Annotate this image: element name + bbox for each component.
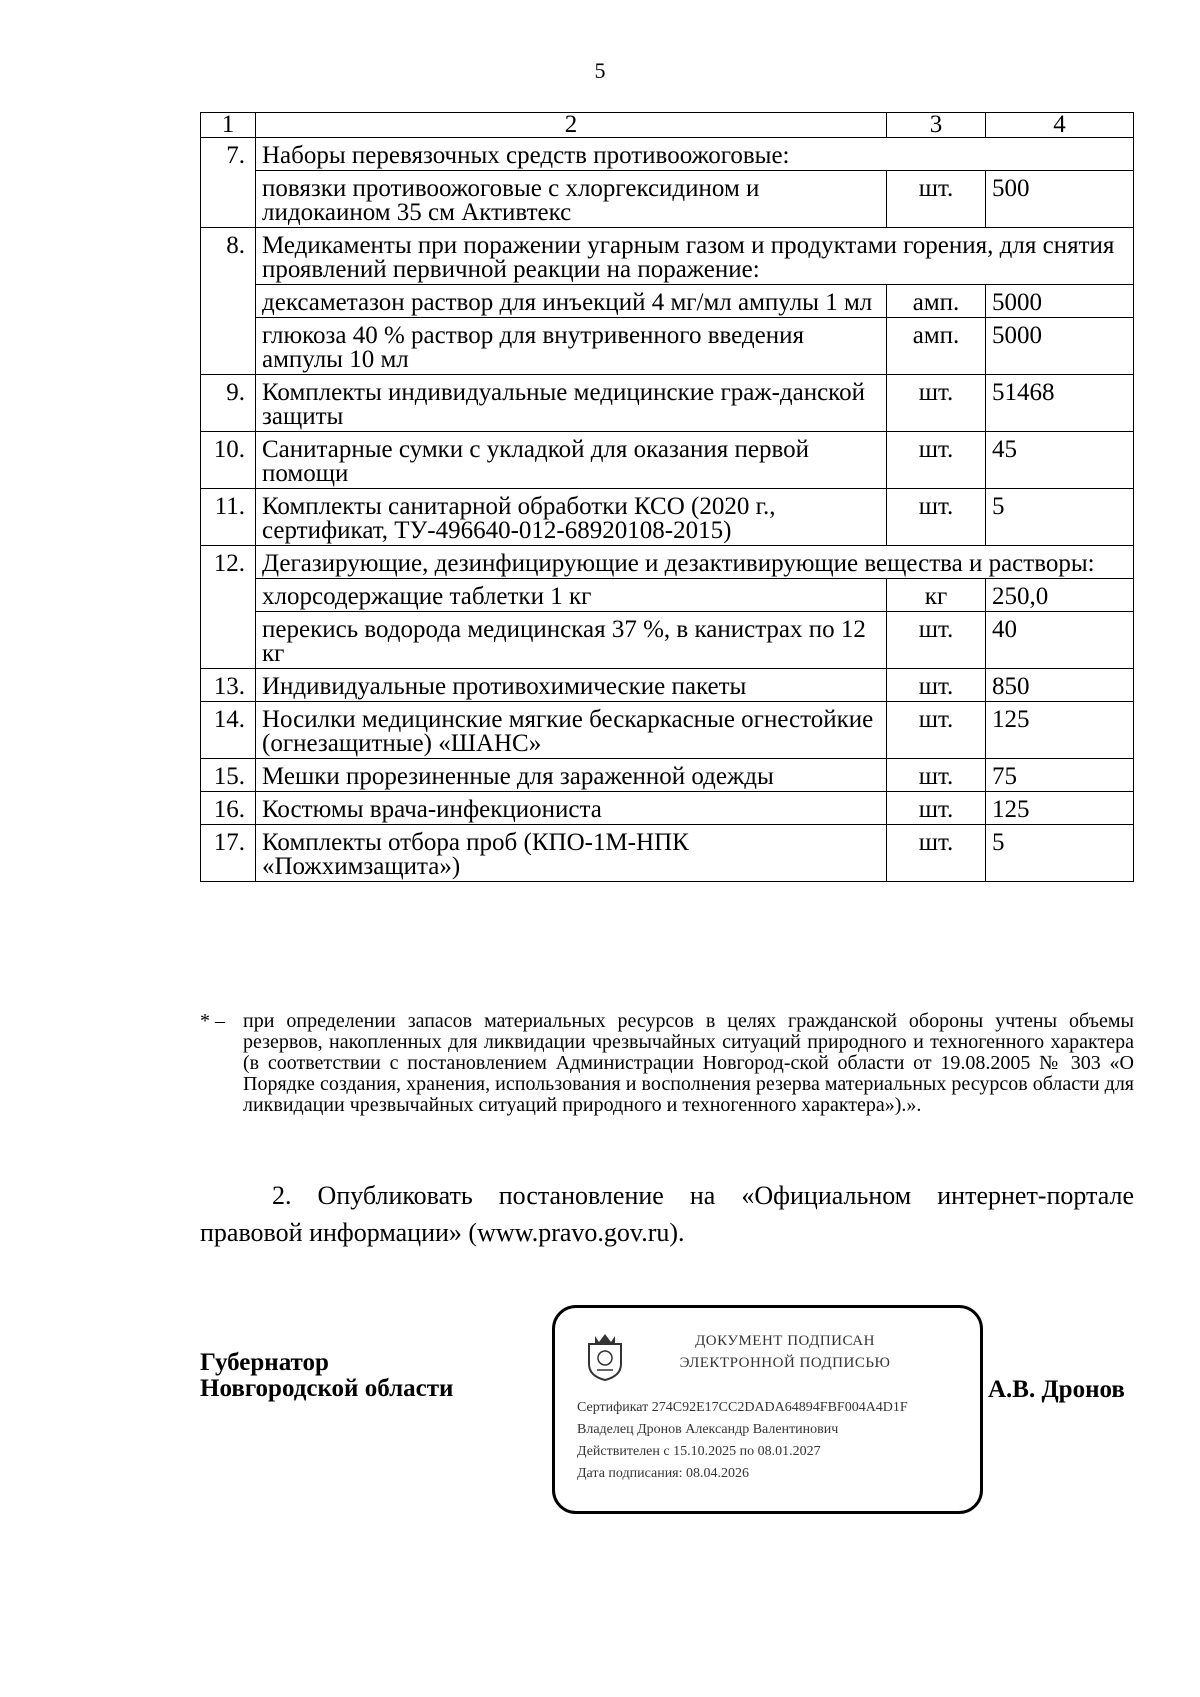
- item-unit: шт.: [887, 792, 986, 825]
- item-quantity: 850: [986, 669, 1134, 702]
- table-row: [201, 612, 1134, 669]
- item-unit: шт.: [887, 759, 986, 792]
- page-number: 5: [594, 58, 606, 83]
- stamp-owner: Владелец Дронов Александр Валентинович: [577, 1422, 839, 1437]
- item-name: Костюмы врача-инфекциониста: [256, 792, 887, 825]
- item-quantity: 5000: [986, 318, 1134, 375]
- item-quantity: 5: [986, 489, 1134, 546]
- table-row: [201, 546, 1134, 579]
- stamp-heading: [665, 1330, 905, 1374]
- row-number: 10.: [201, 432, 256, 489]
- table-row: [201, 432, 1134, 489]
- item-unit: шт.: [887, 171, 986, 228]
- stamp-heading-line2: ЭЛЕКТРОННОЙ ПОДПИСЬЮ: [679, 1355, 891, 1371]
- item-quantity: 5: [986, 825, 1134, 882]
- table-row: [201, 759, 1134, 792]
- item-unit: шт.: [887, 669, 986, 702]
- footnote-text: при определении запасов материальных ресурсов в целях гражданской обороны учтены объемы резервов, накопленных для ликвидации чрезвычайных ситуаций природного и техногенного характера (в соответствии с постановлением Администрации Новгород-ской области от 19.08.2005 № 303 «О Порядке создания, хранения, использования и восполнения резерва материальных ресурсов области для ликвидации чрезвычайных ситуаций природного и техногенного характера»).».: [243, 1010, 1134, 1116]
- item-name: перекись водорода медицинская 37 %, в канистрах по 12 кг: [256, 612, 887, 669]
- item-quantity: 250,0: [986, 579, 1134, 612]
- item-unit: шт.: [887, 612, 986, 669]
- item-quantity: 500: [986, 171, 1134, 228]
- item-name: хлорсодержащие таблетки 1 кг: [256, 579, 887, 612]
- table-row: [201, 669, 1134, 702]
- item-quantity: 51468: [986, 375, 1134, 432]
- table-row: [201, 579, 1134, 612]
- item-name: Комплекты отбора проб (КПО-1М-НПК «Пожхимзащита»): [256, 825, 887, 882]
- signer-title-line2: Новгородской области: [200, 1375, 454, 1402]
- item-quantity: 125: [986, 792, 1134, 825]
- table-row: [201, 702, 1134, 759]
- item-name: глюкоза 40 % раствор для внутривенного введения ампулы 10 мл: [256, 318, 887, 375]
- header-cell: 4: [986, 113, 1134, 138]
- item-name: Индивидуальные противохимические пакеты: [256, 669, 887, 702]
- table-row: [201, 171, 1134, 228]
- item-quantity: 45: [986, 432, 1134, 489]
- row-number: 14.: [201, 702, 256, 759]
- table-row: [201, 792, 1134, 825]
- table-row: [201, 825, 1134, 882]
- item-name: Наборы перевязочных средств противоожоговые:: [256, 138, 1134, 171]
- table-header-row: [201, 113, 1134, 138]
- row-number: 13.: [201, 669, 256, 702]
- item-name: дексаметазон раствор для инъекций 4 мг/мл ампулы 1 мл: [256, 285, 887, 318]
- stamp-certificate: Сертификат 274C92E17CC2DADA64894FBF004A4D1F: [577, 1400, 908, 1415]
- item-name: Мешки прорезиненные для зараженной одежды: [256, 759, 887, 792]
- item-name: Санитарные сумки с укладкой для оказания первой помощи: [256, 432, 887, 489]
- item-quantity: 5000: [986, 285, 1134, 318]
- coat-of-arms-icon: [585, 1330, 625, 1382]
- footnote: [200, 1011, 1134, 1116]
- table-row: [201, 285, 1134, 318]
- stamp-heading-line1: ДОКУМЕНТ ПОДПИСАН: [695, 1333, 875, 1349]
- signer-title: [200, 1350, 453, 1402]
- row-number: 17.: [201, 825, 256, 882]
- row-number: 12.: [201, 546, 256, 669]
- electronic-signature-stamp: [552, 1305, 983, 1514]
- item-quantity: 75: [986, 759, 1134, 792]
- table-row: [201, 318, 1134, 375]
- item-unit: амп.: [887, 318, 986, 375]
- item-name: Комплекты санитарной обработки КСО (2020 г., сертификат, ТУ-496640-012-68920108-2015): [256, 489, 887, 546]
- row-number: 8.: [201, 228, 256, 375]
- resources-table: [200, 112, 1134, 882]
- stamp-signed-date: Дата подписания: 08.04.2026: [577, 1466, 750, 1481]
- table-row: [201, 138, 1134, 171]
- item-quantity: 125: [986, 702, 1134, 759]
- item-name: Дегазирующие, дезинфицирующие и дезактивирующие вещества и растворы:: [256, 546, 1134, 579]
- signer-title-line1: Губернатор: [200, 1349, 329, 1376]
- row-number: 7.: [201, 138, 256, 228]
- header-cell: 2: [256, 113, 887, 138]
- item-unit: шт.: [887, 432, 986, 489]
- row-number: 11.: [201, 489, 256, 546]
- header-cell: 1: [201, 113, 256, 138]
- table-row: [201, 489, 1134, 546]
- row-number: 9.: [201, 375, 256, 432]
- footnote-mark: * –: [200, 1010, 225, 1032]
- item-unit: шт.: [887, 489, 986, 546]
- table-row: [201, 228, 1134, 285]
- header-cell: 3: [887, 113, 986, 138]
- publication-paragraph: 2. Опубликовать постановление на «Официальном интернет-портале правовой информации» (www.pravo.gov.ru).: [200, 1181, 1134, 1247]
- item-unit: шт.: [887, 702, 986, 759]
- item-name: Носилки медицинские мягкие бескаркасные огнестойкие (огнезащитные) «ШАНС»: [256, 702, 887, 759]
- item-name: повязки противоожоговые с хлоргексидином и лидокаином 35 см Активтекс: [256, 171, 887, 228]
- item-quantity: 40: [986, 612, 1134, 669]
- table-row: [201, 375, 1134, 432]
- item-unit: амп.: [887, 285, 986, 318]
- row-number: 15.: [201, 759, 256, 792]
- item-unit: кг: [887, 579, 986, 612]
- item-name: Комплекты индивидуальные медицинские граж-данской защиты: [256, 375, 887, 432]
- item-name: Медикаменты при поражении угарным газом и продуктами горения, для снятия проявлений первичной реакции на поражение:: [256, 228, 1134, 285]
- stamp-valid: Действителен с 15.10.2025 по 08.01.2027: [577, 1444, 821, 1459]
- row-number: 16.: [201, 792, 256, 825]
- item-unit: шт.: [887, 375, 986, 432]
- signer-name: А.В. Дронов: [988, 1376, 1125, 1403]
- item-unit: шт.: [887, 825, 986, 882]
